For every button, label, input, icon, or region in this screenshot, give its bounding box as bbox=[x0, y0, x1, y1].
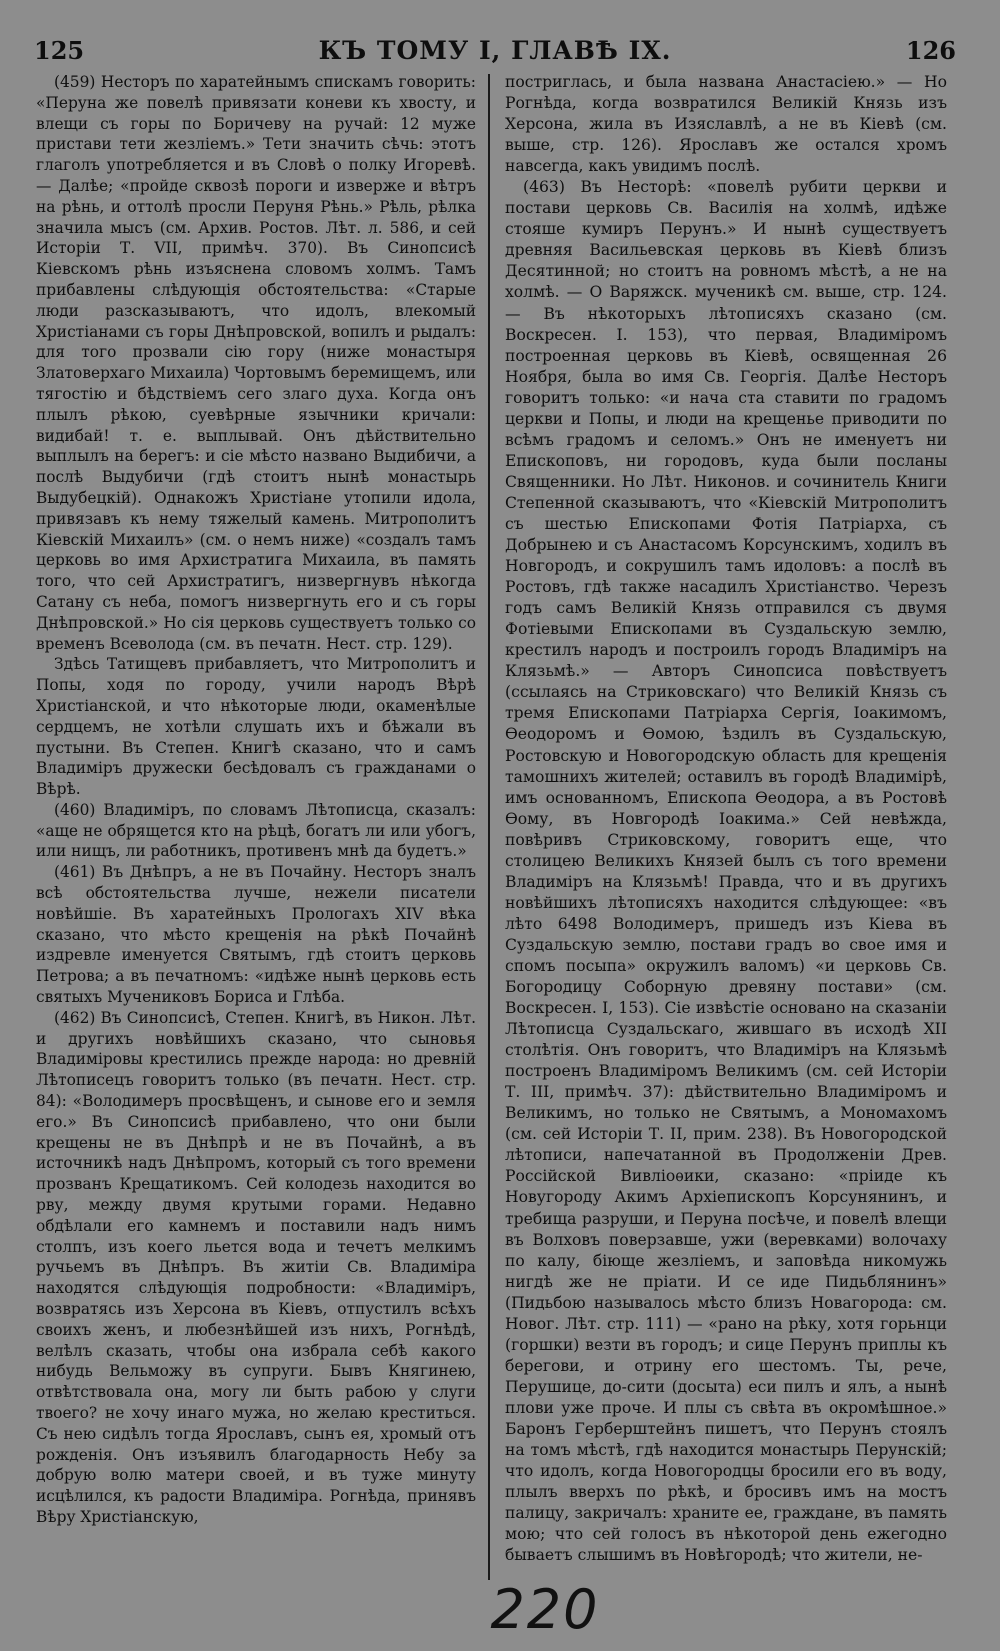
note-460: (460) Владиміръ, по словамъ Лѣтописца, сказалъ: «аще не обрящется кто на рѣцѣ, богатъ ли или убогъ, или нищъ, ли работникъ, противенъ мнѣ да будетъ.» bbox=[36, 800, 476, 861]
note-463: (463) Въ Несторѣ: «повелѣ рубити церкви и постави церковь Св. Василія на холмѣ, идѣже стояше кумиръ Перунъ.» И нынѣ существуетъ древняя Васильевская церковь въ Кіевѣ близъ Десятинной; но стоитъ на ровномъ мѣстѣ, а не на холмѣ. — О Варяжск. мученикѣ см. выше, стр. 124. — Въ нѣкоторыхъ лѣтописяхъ сказано (см. Воскресен. I. 153), что первая, Владиміромъ построенная церковь въ Кіевѣ, освященная 26 Ноября, была во имя Св. Георгія. Далѣе Несторъ говоритъ только: «и нача ста ставити по градомъ церкви и Попы, и люди на крещенье приводити по всѣмъ градомъ и селомъ.» Онъ не именуетъ ни Епископовъ, ни городовъ, куда были посланы Священники. Но Лѣт. Никонов. и сочинитель Книги Степенной сказываютъ, что «Кіевскій Митрополитъ съ шестью Епископами Фотія Патріарха, съ Добрынею и съ Анастасомъ Корсунскимъ, ходилъ въ Новгородъ, и сокрушилъ тамъ идоловъ: а послѣ въ Ростовъ, гдѣ также насадилъ Христіанство. Черезъ годъ самъ Великій Князь отправился съ двумя Фотіевыми Епископами въ Суздальскую землю, крестилъ народъ и построилъ городъ Владиміръ на Клязьмѣ.» — Авторъ Синопсиса повѣствуетъ (ссылаясь на Стриковскаго) что Великій Князь съ тремя Епископами Патріарха Сергія, Іоакимомъ, Ѳеодоромъ и Ѳомою, ѣздилъ въ Суздальскую, Ростовскую и Новогородскую область для крещенія тамошнихъ жителей; оставилъ въ городѣ Владимірѣ, имъ основанномъ, Епископа Ѳеодора, а въ Ростовѣ Ѳому, въ Новгородѣ Іоакима.» Сей невѣжда, повѣривъ Стриковскому, говоритъ еще, что столицею Великихъ Князей былъ съ того времени Владиміръ на Клязьмѣ! Правда, что и въ другихъ новѣйшихъ лѣтописяхъ находится слѣдующее: «въ лѣто 6498 Володимеръ, пришедъ изъ Кіева въ Суздальскую землю, постави градъ во свое имя и спомъ посыпа» окружилъ валомъ) «и церковь Св. Богородицу Соборную древяну постави» (см. Воскресен. I, 153). Сіе извѣстіе основано на сказаніи Лѣтописца Суздальскаго, жившаго въ исходѣ XII столѣтія. Онъ говоритъ, что Владиміръ на Клязьмѣ построенъ Владиміромъ Великимъ (см. сей Исторіи Т. III, примѣч. 37): дѣйствительно Владиміромъ и Великимъ, но только не Святымъ, а Мономахомъ (см. сей Исторіи Т. II, прим. 238). Въ Новогородской лѣтописи, напечатанной въ Продолженіи Древ. Россійской Вивліоѳики, сказано: «пріиде къ Новугороду Акимъ Архіепископъ Корсунянинъ, и требища разруши, и Перуна посѣче, и повелѣ влещи въ Волховъ поверзавше, ужи (веревками) волочаху по калу, біюще жезліемъ, и заповѣда никомужь нигдѣ же не пріати. И се иде Пидьблянинъ» (Пидьбою называлось мѣсто близъ Новагорода: см. Новог. Лѣт. стр. 111) — «рано на рѣку, хотя горьнци (горшки) везти въ городъ; и сице Перунъ приплы къ берегови, и отрину его шестомъ. Ты, рече, Перушице, до-сити (досыта) еси пилъ и ялъ, а нынѣ плови уже проче. И плы съ свѣта въ окромѣшное.» Баронъ Герберштейнъ пишетъ, что Перунъ стоялъ на томъ мѣстѣ, гдѣ находится монастырь Перунскій; что идолъ, когда Новогородцы бросили его въ воду, плылъ вверхъ по рѣкѣ, и бросивъ имъ на мостъ палицу, закричалъ: храните ее, граждане, въ память мою; что сей голосъ въ нѣкоторой день ежегодно бываетъ слышимъ въ Новѣгородѣ; что жители, не- bbox=[505, 178, 947, 1565]
handwritten-folio-number: 220 bbox=[490, 1578, 600, 1641]
note-459-tatishchev: Здѣсь Татищевъ прибавляетъ, что Митрополитъ и Попы, ходя по городу, учили народъ Вѣрѣ Христіанской, и что нѣкоторые люди, окаменѣлые сердцемъ, не хотѣли слушать ихъ и бѣжали въ пустыни. Въ Степен. Книгѣ сказано, что и самъ Владиміръ дружески бесѣдовалъ съ гражданами о Вѣрѣ. bbox=[36, 655, 476, 799]
page-number-left: 125 bbox=[34, 35, 85, 65]
right-column bbox=[505, 72, 947, 1566]
page-number-right: 126 bbox=[905, 35, 956, 65]
running-header bbox=[34, 30, 956, 70]
note-462: (462) Въ Синопсисѣ, Степен. Книгѣ, въ Никон. Лѣт. и другихъ новѣйшихъ сказано, что сыновья Владиміровы крестились прежде народа: но древній Лѣтописецъ говоритъ только (въ печатн. Нест. стр. 84): «Володимеръ просвѣщенъ, и сынове его и земля его.» Въ Синопсисѣ прибавлено, что они были крещены не въ Днѣпрѣ и не въ Почайнѣ, а въ источникѣ надъ Днѣпромъ, который съ того времени прозванъ Крещатикомъ. Сей колодезь находится во рву, между двумя крутыми горами. Недавно обдѣлали его камнемъ и поставили надъ нимъ столпъ, изъ коего льется вода и течетъ мелкимъ ручьемъ въ Днѣпръ. Въ житіи Св. Владиміра находятся слѣдующія подробности: «Владиміръ, возвратясь изъ Херсона въ Кіевъ, отпустилъ всѣхъ своихъ женъ, и любезнѣйшей изъ нихъ, Рогнѣдѣ, велѣлъ сказать, чтобы она избрала себѣ какого нибудь Вельможу въ супруги. Бывъ Княгинею, отвѣтствовала она, могу ли быть рабою у слуги твоего? не хочу инаго мужа, но желаю креститься. Съ нею сидѣлъ тогда Ярославъ, сынъ ея, хромый отъ рожденія. Онъ изъявилъ благодарность Небу за добрую волю матери своей, и въ туже минуту исцѣлился, къ радости Владиміра. Рогнѣда, принявъ Вѣру Христіанскую, bbox=[36, 1008, 476, 1526]
note-461: (461) Въ Днѣпръ, а не въ Почайну. Несторъ зналъ всѣ обстоятельства лучше, нежели писатели новѣйшіе. Въ харатейныхъ Прологахъ XIV вѣка сказано, что мѣсто крещенія на рѣкѣ Почайнѣ издревле именуется Святымъ, гдѣ стоитъ церковь Петрова; а въ печатномъ: «идѣже нынѣ церковь есть святыхъ Мучениковъ Бориса и Глѣба. bbox=[36, 863, 476, 1007]
left-column bbox=[36, 72, 476, 1528]
column-divider bbox=[488, 74, 490, 1580]
note-462-continued: постриглась, и была названа Анастасіею.» — Но Рогнѣда, когда возвратился Великій Князь изъ Херсона, жила въ Изяславлѣ, а не въ Кіевѣ (см. выше, стр. 126). Ярославъ же остался хромъ навсегда, какъ увидимъ послѣ. bbox=[505, 73, 947, 176]
running-title: КЪ ТОМУ I, ГЛАВѢ IX. bbox=[318, 35, 672, 65]
note-459: (459) Несторъ по харатейнымъ спискамъ говорить: «Перуна же повелѣ привязати коневи къ хвосту, и влещи съ горы по Боричеву на ручай: 12 муже пристави тети жезліемъ.» Тети значить сѣчь: этотъ глаголъ употребляется и въ Словѣ о полку Игоревѣ. — Далѣе; «пройде сквозѣ пороги и изверже и вѣтръ на рѣнь, и оттолѣ просли Перуня Рѣнь.» Рѣль, рѣлка значила мысъ (см. Архив. Ростов. Лѣт. л. 586, и сей Исторіи Т. VII, примѣч. 370). Въ Синопсисѣ Кіевскомъ рѣнь изъяснена словомъ холмъ. Тамъ прибавлены слѣдующія обстоятельства: «Старые люди разсказываютъ, что идолъ, влекомый Христіанами съ горы Днѣпровской, вопилъ и рыдалъ: для того прозвали сію гору (ниже монастыря Златоверхаго Михаила) Чортовымъ беремищемъ, или тягостію и бѣдствіемъ сего злаго духа. Когда онъ плылъ рѣкою, суевѣрные язычники кричали: видибай! т. е. выплывай. Онъ дѣйствительно выплылъ на берегъ: и сіе мѣсто названо Выдибичи, а послѣ Выдубичи (гдѣ стоитъ нынѣ монастырь Выдубецкій). Однакожъ Христіане утопили идола, привязавъ къ нему тяжелый камень. Митрополитъ Кіевскій Михаилъ» (см. о немъ ниже) «создалъ тамъ церковь во имя Архистратига Михаила, въ память того, что сей Архистратигъ, низвергнувъ нѣкогда Сатану съ неба, помогъ низвергнуть его и съ горы Днѣпровской.» Но сія церковь существуетъ только со временъ Всеволода (см. въ печатн. Нест. стр. 129). bbox=[36, 73, 476, 653]
